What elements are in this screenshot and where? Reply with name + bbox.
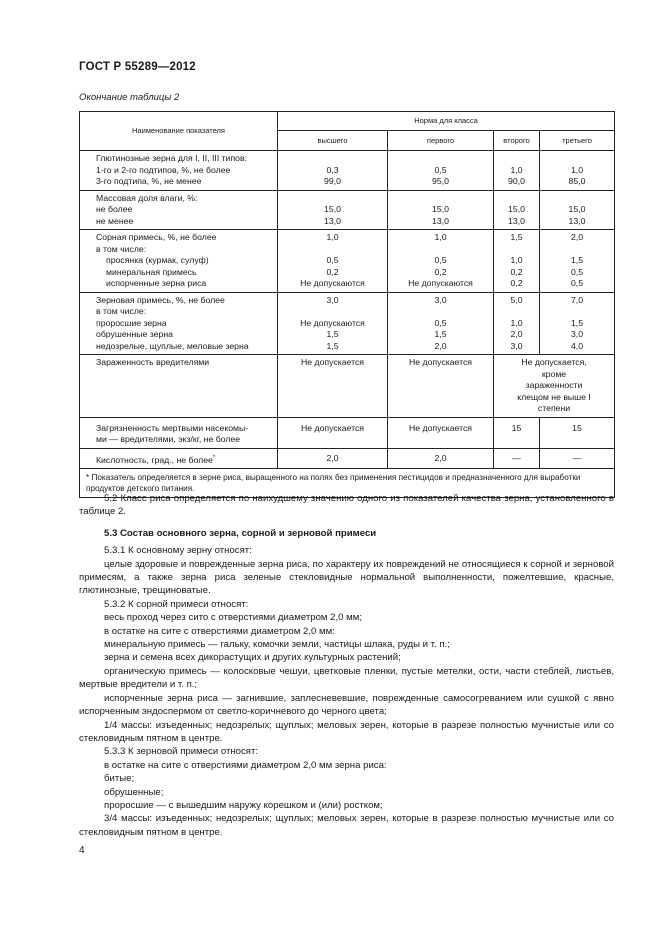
row-label: в том числе:	[96, 306, 147, 316]
row-label: в том числе:	[96, 243, 147, 254]
paragraph: целые здоровые и поврежденные зерна риса, по характеру их повреждений не относящиеся к сорной и зерновой примесям, а также зерна риса зеленые стекловидные нормальной выполненности, пожелтевшие, красные, глютинозные, трещиноватые.	[79, 558, 614, 597]
paragraph: испорченные зерна риса — загнившие, заплесневевшие, поврежденные самосогреванием или сушкой с явно испорченным эндоспермом от светло-коричневого до черного цвета;	[79, 692, 614, 718]
table-cell: 1,5	[570, 317, 584, 328]
table-cell: 15,0	[568, 204, 586, 214]
paragraph: органическую примесь — колосковые чешуи, цветковые пленки, пустые метелки, ости, части стеблей, листьев, мертвые вредители и т. п.;	[79, 665, 614, 691]
row-label: обрушенные зерна	[96, 329, 173, 339]
table-cell: 0,5	[570, 278, 584, 288]
table-cell: 1,0	[510, 164, 523, 175]
table-cell: 3,0	[326, 294, 339, 305]
table-cell: 99,0	[324, 176, 341, 186]
table-cell: Не допускаются	[300, 278, 365, 288]
table-cell: 1,0	[326, 232, 339, 242]
class-header: высшего	[278, 131, 388, 151]
table-cell-merged: Не допускается, кроме зараженности клещом не выше I степени	[517, 357, 591, 413]
row-label: недозрелые, щуплые, меловые зерна	[96, 340, 249, 351]
paragraph: 5.3.2 К сорной примеси относят:	[104, 598, 249, 610]
table-cell: 3,0	[434, 294, 447, 305]
paragraph: в остатке на сите с отверстиями диаметром 2,0 мм:	[104, 625, 335, 637]
table-cell: —	[512, 452, 521, 463]
table-cell: Не допускается	[300, 357, 364, 367]
table-footnote: * Показатель определяется в зерне риса, выращенного на полях без применения пестицидов и предназначенного для выработки продуктов детского питания.	[80, 468, 615, 497]
table-cell: 15,0	[324, 204, 341, 214]
table-cell: 2,0	[570, 232, 584, 242]
table-cell: 2,0	[326, 452, 339, 463]
table-cell: 15	[572, 422, 582, 433]
table-cell: —	[572, 452, 582, 463]
row-label: минеральная примесь	[106, 266, 197, 277]
table-cell: 3,0	[510, 340, 523, 351]
row-label: просянка (курмак, сулуф)	[106, 255, 209, 265]
table-cell: 5,0	[510, 294, 523, 305]
paragraph: зерна и семена всех дикорастущих и других культурных растений;	[104, 652, 401, 664]
table-cell: 95,0	[432, 176, 449, 186]
table-cell: 0,5	[326, 255, 339, 265]
table-cell: 0,2	[510, 266, 523, 277]
table-row	[80, 292, 615, 355]
table-cell: Не допускается	[408, 422, 472, 433]
table-cell: Не допускается	[408, 357, 472, 367]
class-header: первого	[388, 131, 494, 151]
specification-table	[79, 111, 615, 498]
paragraph: 5.2 Класс риса определяется по наихудшему значению одного из показателей качества зерна, установленного в таблице 2.	[79, 493, 614, 518]
table-cell: 15	[511, 422, 522, 433]
paragraph: 1/4 массы: изъеденных; недозрелых; щуплых; меловых зерен, которые в разрезе полностью мучнистые или со стекловидным пятном в центре.	[79, 719, 614, 744]
row-label: 3-го подтипа, %, не менее	[96, 176, 202, 186]
table-cell: 13,0	[508, 215, 525, 226]
row-label: Зерновая примесь, %, не более	[96, 294, 225, 305]
table-cell: 0,2	[510, 278, 523, 288]
document-title: ГОСТ Р 55289—2012	[79, 61, 196, 73]
table-cell: 1,5	[510, 232, 523, 242]
table-cell: 3,0	[570, 329, 584, 339]
paragraph: проросшие — с вышедшим наружу корешком и (или) ростком;	[104, 799, 383, 811]
table-cell: 1,5	[434, 329, 447, 339]
section-heading: 5.3 Состав основного зерна, сорной и зерновой примеси	[104, 527, 377, 539]
table-cell: 13,0	[432, 215, 449, 226]
table-cell: 1,0	[570, 164, 584, 175]
paragraph: минеральную примесь — гальку, комочки земли, частицы шлака, руды и т. п.;	[104, 639, 450, 651]
table-cell: Не допускаются	[408, 278, 473, 288]
paragraph: в остатке на сите с отверстиями диаметром 2,0 мм зерна риса:	[104, 759, 387, 771]
table-cell: 0,5	[434, 255, 447, 265]
table-cell: 15,0	[432, 204, 449, 214]
row-label: 1-го и 2-го подтипов, %, не более	[96, 164, 231, 175]
table-cell: 2,0	[434, 340, 447, 351]
table-row	[80, 230, 615, 293]
table-row	[80, 417, 615, 448]
table-cell: 13,0	[568, 215, 586, 226]
table-cell: 4,0	[570, 340, 584, 351]
class-header: третьего	[540, 131, 615, 151]
table-cell: 1,0	[510, 317, 523, 328]
table-cell: 1,0	[434, 232, 447, 242]
norm-header: Норма для класса	[278, 112, 615, 131]
row-label: Глютинозные зерна для I, II, III типов:	[96, 153, 248, 163]
table-cell: Не допускаются	[300, 317, 365, 328]
paragraph: 3/4 массы: изъеденных; недозрелых; щуплых; меловых зерен, которые в разрезе полностью мучнистые или со стекловидным пятном в центре.	[79, 813, 614, 838]
table-cell: 2,0	[434, 452, 447, 463]
table-row	[80, 448, 615, 468]
row-label: Сорная примесь, %, не более	[96, 232, 217, 242]
body-text	[79, 492, 614, 839]
table-cell: 0,3	[326, 164, 339, 175]
table-cell: 15,0	[508, 204, 525, 214]
row-label: Кислотность, град., не более	[96, 454, 213, 465]
table-cell: 0,5	[434, 164, 447, 175]
table-cell: 0,5	[570, 266, 584, 277]
table-row	[80, 355, 615, 418]
table-cell: Не допускается	[300, 422, 364, 433]
row-label: не более	[96, 204, 133, 214]
row-label: проросшие зерна	[96, 317, 167, 328]
table-row	[80, 151, 615, 191]
table-cell: 1,5	[326, 340, 339, 351]
row-label: Зараженность вредителями	[96, 357, 210, 367]
paragraph: весь проход через сито с отверстиями диаметром 2,0 мм;	[104, 612, 363, 624]
paragraph: 5.3.1 К основному зерну относят:	[104, 545, 252, 557]
table-cell: 2,0	[510, 329, 523, 339]
table-cell: 0,2	[434, 266, 447, 277]
page-number: 4	[79, 845, 85, 856]
row-label: ми — вредителями, экз/кг, не более	[96, 434, 241, 444]
row-label: не менее	[96, 215, 134, 226]
table-cell: 1,5	[570, 255, 584, 265]
table-cell: 90,0	[508, 176, 525, 186]
table-caption: Окончание таблицы 2	[79, 92, 180, 103]
footnote-marker: *	[212, 454, 216, 461]
paragraph: битые;	[104, 773, 135, 785]
row-label: Массовая доля влаги, %:	[96, 192, 198, 203]
paragraph: обрушенные;	[104, 786, 164, 798]
table-cell: 0,5	[434, 317, 447, 328]
row-label: испорченные зерна риса	[106, 278, 207, 288]
table-row	[80, 190, 615, 230]
class-header: второго	[494, 131, 540, 151]
paragraph: 5.3.3 К зерновой примеси относят:	[104, 746, 259, 758]
table-cell: 1,5	[326, 329, 339, 339]
table-cell: 0,2	[326, 266, 339, 277]
table-cell: 13,0	[324, 215, 341, 226]
row-label: Загрязненность мертвыми насекомы-	[96, 422, 249, 433]
table-cell: 1,0	[510, 255, 523, 265]
table-cell: 7,0	[570, 294, 584, 305]
indicator-name-header: Наименование показателя	[80, 112, 278, 151]
table-cell: 85,0	[568, 176, 586, 186]
